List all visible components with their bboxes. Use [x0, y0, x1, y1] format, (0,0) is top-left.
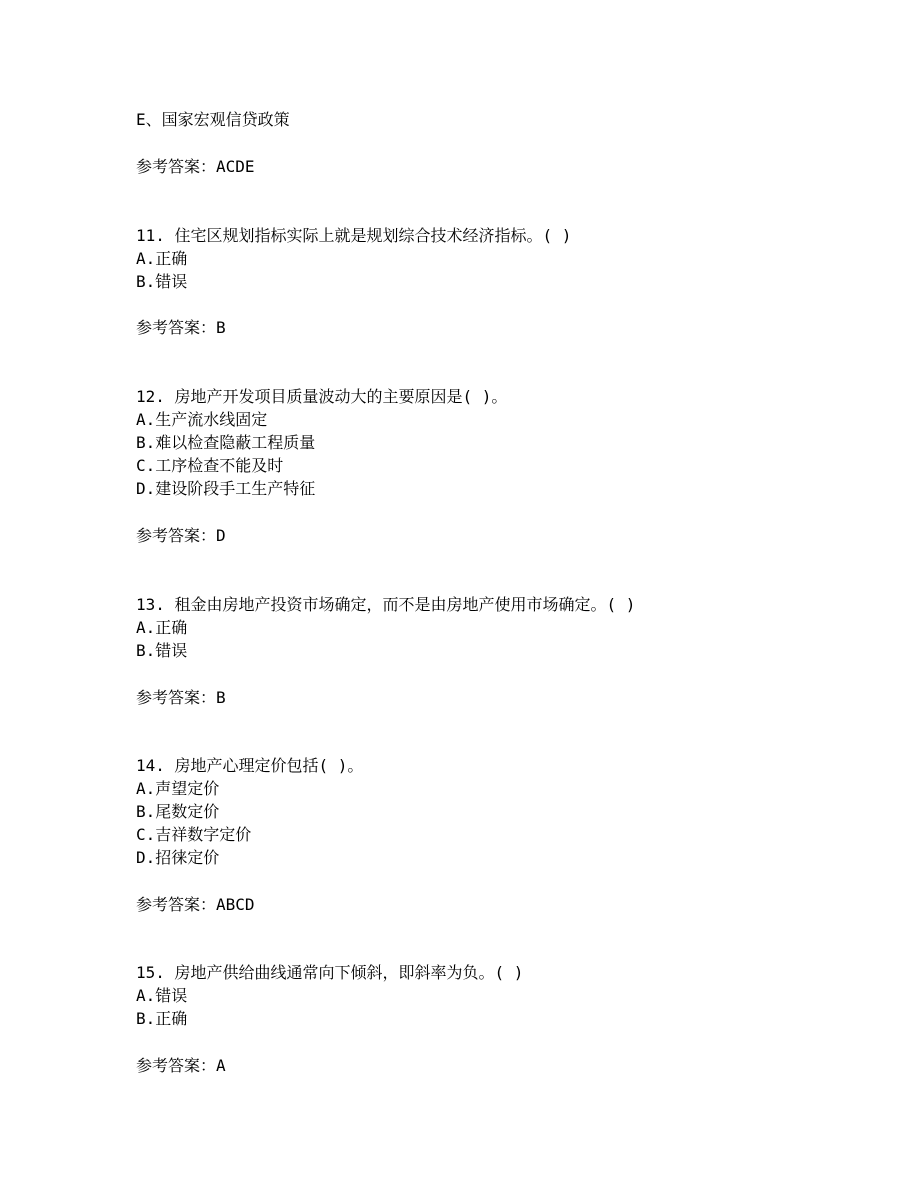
question-14-option-b: B.尾数定价: [136, 802, 220, 821]
question-12-option-d: D.建设阶段手工生产特征: [136, 479, 316, 498]
question-13-option-b: B.错误: [136, 641, 188, 660]
question-13-option-a: A.正确: [136, 618, 188, 637]
question-11-title: 11. 住宅区规划指标实际上就是规划综合技术经济指标。( ): [136, 226, 572, 245]
question-14-option-d: D.招徕定价: [136, 848, 220, 867]
question-13-answer: 参考答案：B: [136, 688, 226, 707]
question-14-option-a: A.声望定价: [136, 779, 220, 798]
question-12-option-c: C.工序检查不能及时: [136, 456, 284, 475]
question-15-title: 15. 房地产供给曲线通常向下倾斜，即斜率为负。( ): [136, 963, 524, 982]
option-e: E、国家宏观信贷政策: [136, 110, 290, 129]
question-15-answer: 参考答案：A: [136, 1056, 226, 1075]
question-11-option-b: B.错误: [136, 272, 188, 291]
question-15-option-b: B.正确: [136, 1009, 188, 1028]
question-12-option-a: A.生产流水线固定: [136, 410, 268, 429]
question-11-answer: 参考答案：B: [136, 318, 226, 337]
question-11-option-a: A.正确: [136, 249, 188, 268]
answer-previous: 参考答案：ACDE: [136, 157, 255, 176]
question-12-option-b: B.难以检查隐蔽工程质量: [136, 433, 316, 452]
question-12-title: 12. 房地产开发项目质量波动大的主要原因是( )。: [136, 387, 508, 406]
question-14-title: 14. 房地产心理定价包括( )。: [136, 756, 364, 775]
question-13-title: 13. 租金由房地产投资市场确定，而不是由房地产使用市场确定。( ): [136, 595, 636, 614]
question-14-answer: 参考答案：ABCD: [136, 895, 255, 914]
question-15-option-a: A.错误: [136, 986, 188, 1005]
question-14-option-c: C.吉祥数字定价: [136, 825, 252, 844]
question-12-answer: 参考答案：D: [136, 526, 226, 545]
